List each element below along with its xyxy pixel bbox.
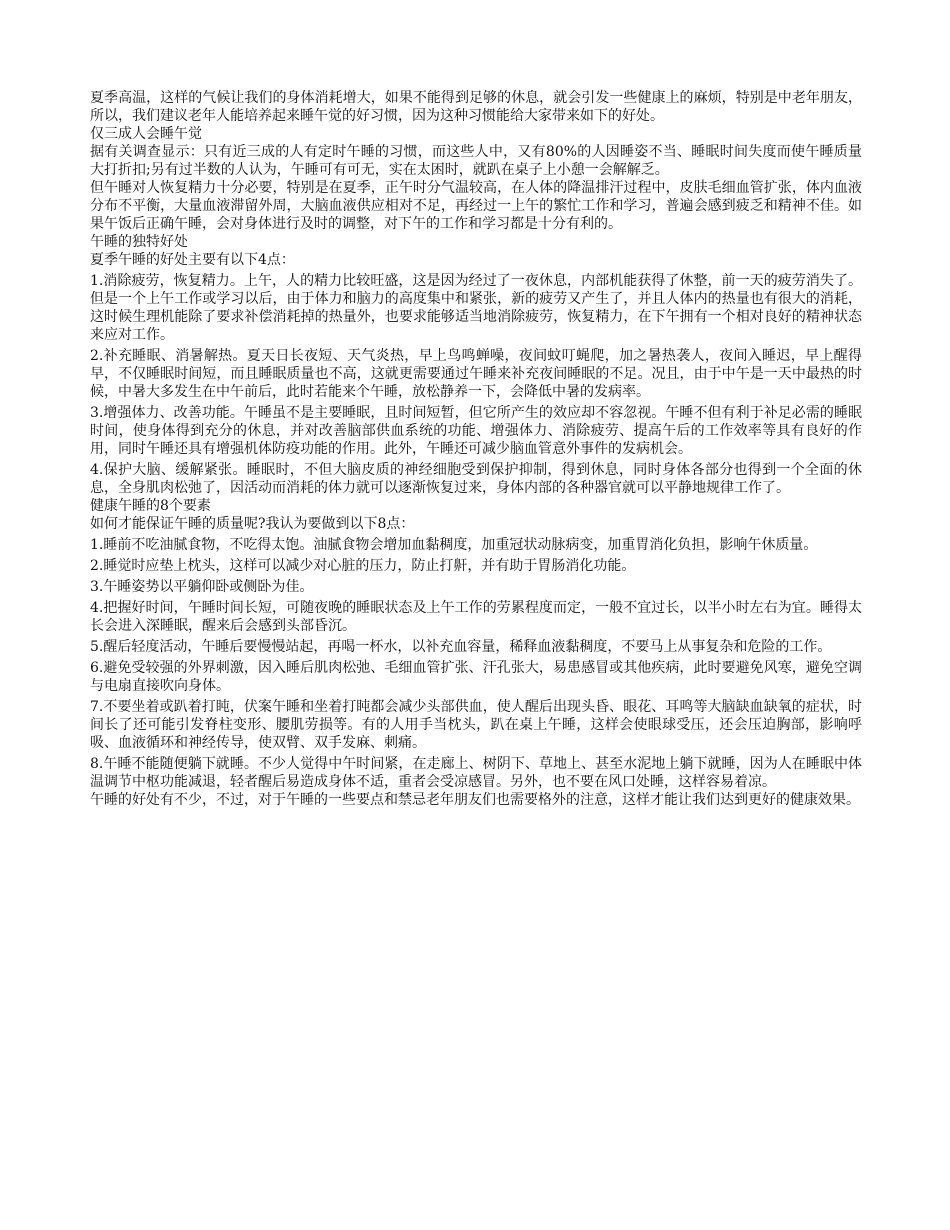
benefit-item-1: 1.消除疲劳，恢复精力。上午，人的精力比较旺盛，这是因为经过了一夜休息，内部机能获得了休整，前一天的疲劳消失了。但是一个上午工作或学习以后，由于体力和脑力的高度集中和紧张，新的疲劳又产生了，并且人体内的热量也有很大的消耗，这时候生理机能除了要求补偿消耗掉的热量外，也要求能够适当地消除疲劳，恢复精力，在下午拥有一个相对良好的精神状态来应对工作。 (90, 273, 862, 343)
benefits-intro: 夏季午睡的好处主要有以下4点： (90, 252, 295, 268)
section-heading-benefits: 午睡的独特好处 (90, 234, 188, 250)
benefit-item-3: 3.增强体力、改善功能。午睡虽不是主要睡眠，且时间短暂，但它所产生的效应却不容忽视。午睡不但有利于补足必需的睡眠时间，使身体得到充分的休息，并对改善脑部供血系统的功能、增强体力、消除疲劳、提高午后的工作效率等具有良好的作用，同时午睡还具有增强机体防疫功能的作用。此外，午睡还可减少脑血管意外事件的发病机会。 (90, 405, 862, 457)
element-item-8: 8.午睡不能随便躺下就睡。不少人觉得中午时间紧，在走廊上、树阴下、草地上、甚至水泥地上躺下就睡，因为人在睡眠中体温调节中枢功能减退，轻者醒后易造成身体不适，重者会受凉感冒。另外，也不要在风口处睡，这样容易着凉。 (90, 756, 862, 790)
element-item-6: 6.避免受较强的外界刺激，因入睡后肌肉松弛、毛细血管扩张、汗孔张大，易患感冒或其他疾病，此时要避免风寒，避免空调与电扇直接吹向身体。 (90, 660, 862, 694)
elements-intro: 如何才能保证午睡的质量呢?我认为要做到以下8点： (90, 516, 415, 532)
conclusion-paragraph: 午睡的好处有不少，不过，对于午睡的一些要点和禁忌老年朋友们也需要格外的注意，这样才能让我们达到更好的健康效果。 (90, 792, 860, 808)
element-item-1: 1.睡前不吃油腻食物，不吃得太饱。油腻食物会增加血黏稠度，加重冠状动脉病变，加重胃消化负担，影响午休质量。 (90, 537, 818, 553)
document-body (90, 89, 862, 809)
element-item-5: 5.醒后轻度活动，午睡后要慢慢站起，再喝一杯水，以补充血容量，稀释血液黏稠度，不要马上从事复杂和危险的工作。 (90, 639, 832, 655)
section-heading-survey: 仅三成人会睡午觉 (90, 126, 202, 142)
element-item-7: 7.不要坐着或趴着打盹，伏案午睡和坐着打盹都会减少头部供血，使人醒后出现头昏、眼花、耳鸣等大脑缺血缺氧的症状，时间长了还可能引发脊柱变形、腰肌劳损等。有的人用手当枕头，趴在桌上午睡，这样会使眼球受压，还会压迫胸部，影响呼吸、血液循环和神经传导，使双臂、双手发麻、刺痛。 (90, 699, 862, 751)
intro-paragraph: 夏季高温，这样的气候让我们的身体消耗增大，如果不能得到足够的休息，就会引发一些健康上的麻烦，特别是中老年朋友，所以，我们建议老年人能培养起来睡午觉的好习惯，因为这种习惯能给大家带来如下的好处。 (90, 90, 862, 124)
importance-paragraph: 但午睡对人恢复精力十分必要，特别是在夏季，正午时分气温较高，在人体的降温排汗过程中，皮肤毛细血管扩张，体内血液分布不平衡，大量血液滞留外周，大脑血液供应相对不足，再经过一上午的繁忙工作和学习，普遍会感到疲乏和精神不佳。如果午饭后正确午睡，会对身体进行及时的调整，对下午的工作和学习都是十分有利的。 (90, 180, 862, 232)
benefit-item-4: 4.保护大脑、缓解紧张。睡眠时，不但大脑皮质的神经细胞受到保护抑制，得到休息，同时身体各部分也得到一个全面的休息，全身肌肉松弛了，因活动而消耗的体力就可以逐渐恢复过来，身体内部的各种器官就可以平静地规律工作了。 (90, 462, 862, 496)
element-item-2: 2.睡觉时应垫上枕头，这样可以减少对心脏的压力，防止打鼾，并有助于胃肠消化功能。 (90, 558, 636, 574)
section-heading-elements: 健康午睡的8个要素 (90, 498, 211, 514)
survey-paragraph: 据有关调查显示：只有近三成的人有定时午睡的习惯，而这些人中，又有80%的人因睡姿不当、睡眠时间失度而使午睡质量大打折扣;另有过半数的人认为，午睡可有可无，实在太困时，就趴在桌子上小憩一会解解乏。 (90, 144, 862, 178)
element-item-3: 3.午睡姿势以平躺仰卧或侧卧为佳。 (90, 579, 314, 595)
element-item-4: 4.把握好时间，午睡时间长短，可随夜晚的睡眠状态及上午工作的劳累程度而定，一般不宜过长，以半小时左右为宜。睡得太长会进入深睡眠，醒来后会感到头部昏沉。 (90, 600, 862, 634)
benefit-item-2: 2.补充睡眠、消暑解热。夏天日长夜短、天气炎热，早上鸟鸣蝉噪，夜间蚊叮蝇爬，加之暑热袭人，夜间入睡迟，早上醒得早，不仅睡眠时间短，而且睡眠质量也不高，这就更需要通过午睡来补充夜间睡眠的不足。况且，由于中午是一天中最热的时候，中暑大多发生在中午前后，此时若能来个午睡，放松静养一下，会降低中暑的发病率。 (90, 348, 862, 400)
